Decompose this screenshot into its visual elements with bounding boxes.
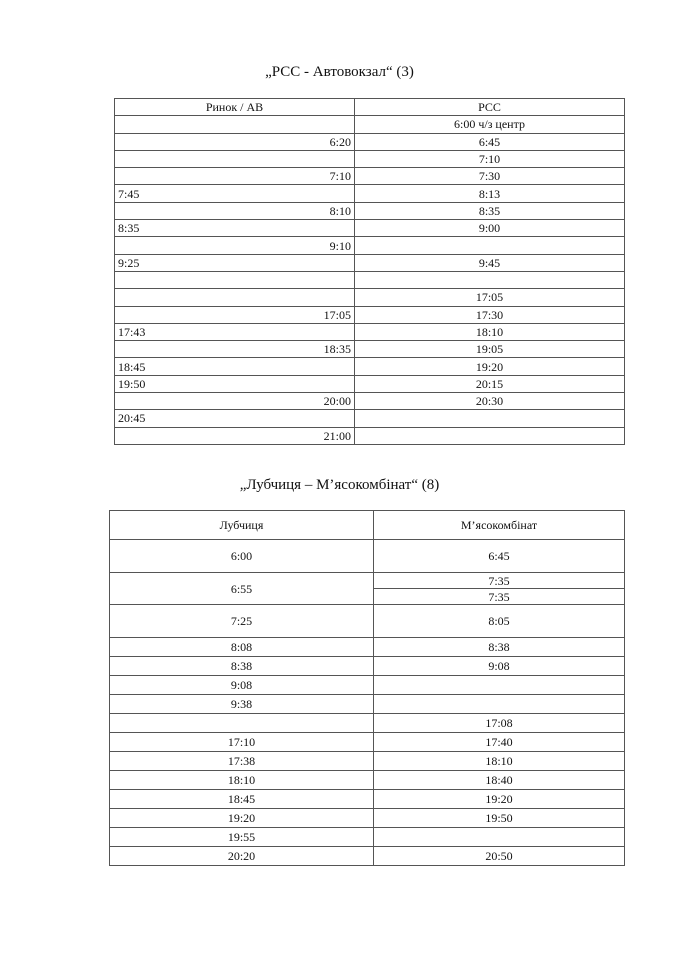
table-row — [115, 358, 625, 375]
departure-cell: 18:45 — [110, 790, 374, 809]
departure-cell: 8:35 — [115, 220, 355, 237]
departure-cell — [355, 237, 625, 254]
column-header-meat-plant: М’ясокомбінат — [374, 511, 625, 540]
table-row — [110, 573, 625, 589]
departure-cell: 19:20 — [355, 358, 625, 375]
departure-cell: 21:00 — [115, 427, 355, 444]
table-row — [110, 714, 625, 733]
departure-cell: 17:10 — [110, 733, 374, 752]
departure-cell: 17:40 — [374, 733, 625, 752]
departure-cell — [374, 695, 625, 714]
table-row — [110, 676, 625, 695]
departure-cell: 9:08 — [374, 657, 625, 676]
departure-cell: 7:10 — [115, 168, 355, 185]
departure-cell: 9:10 — [115, 237, 355, 254]
table-row — [110, 638, 625, 657]
table2-title: „Лубчиця – М’ясокомбінат“ (8) — [239, 477, 440, 493]
departure-cell: 9:38 — [110, 695, 374, 714]
departure-cell: 9:08 — [110, 676, 374, 695]
departure-cell: 20:20 — [110, 847, 374, 866]
departure-cell: 7:35 — [374, 573, 625, 589]
departure-cell: 18:35 — [115, 341, 355, 358]
departure-cell — [355, 427, 625, 444]
departure-cell: 18:10 — [110, 771, 374, 790]
departure-cell: 6:55 — [110, 573, 374, 605]
departure-cell: 6:00 ч/з центр — [355, 116, 625, 133]
table-row — [110, 847, 625, 866]
departure-cell: 17:08 — [374, 714, 625, 733]
departure-cell: 8:38 — [374, 638, 625, 657]
table-row — [115, 150, 625, 167]
departure-cell — [115, 271, 355, 288]
departure-cell — [374, 828, 625, 847]
departure-cell — [355, 271, 625, 288]
departure-cell: 9:45 — [355, 254, 625, 271]
table-row — [115, 271, 625, 288]
table-row — [115, 289, 625, 306]
departure-cell: 8:35 — [355, 202, 625, 219]
departure-cell: 19:50 — [374, 809, 625, 828]
table-row — [110, 733, 625, 752]
departure-cell: 6:00 — [110, 540, 374, 573]
table-row — [110, 540, 625, 573]
departure-cell: 8:38 — [110, 657, 374, 676]
departure-cell — [115, 116, 355, 133]
table-row — [110, 809, 625, 828]
departure-cell: 8:13 — [355, 185, 625, 202]
departure-cell: 7:35 — [374, 589, 625, 605]
table-row — [115, 254, 625, 271]
table-row — [115, 168, 625, 185]
column-header-rss: РСС — [355, 99, 625, 116]
departure-cell: 20:15 — [355, 375, 625, 392]
column-header-lubchytsia: Лубчиця — [110, 511, 374, 540]
departure-cell: 9:00 — [355, 220, 625, 237]
departure-cell: 6:20 — [115, 133, 355, 150]
departure-cell — [115, 289, 355, 306]
departure-cell: 20:45 — [115, 410, 355, 427]
table-row — [115, 323, 625, 340]
departure-cell: 19:20 — [374, 790, 625, 809]
departure-cell — [115, 150, 355, 167]
departure-cell: 19:20 — [110, 809, 374, 828]
departure-cell: 8:10 — [115, 202, 355, 219]
departure-cell: 7:25 — [110, 605, 374, 638]
departure-cell — [110, 714, 374, 733]
table-row — [110, 790, 625, 809]
table-row — [110, 828, 625, 847]
departure-cell: 17:38 — [110, 752, 374, 771]
departure-cell: 18:40 — [374, 771, 625, 790]
table-row — [115, 185, 625, 202]
schedule-table-route-3 — [114, 98, 625, 445]
departure-cell — [374, 676, 625, 695]
table-header-row — [110, 511, 625, 540]
departure-cell: 18:10 — [374, 752, 625, 771]
departure-cell: 7:30 — [355, 168, 625, 185]
departure-cell: 6:45 — [374, 540, 625, 573]
departure-cell: 18:10 — [355, 323, 625, 340]
table-row — [110, 771, 625, 790]
table-row — [115, 306, 625, 323]
table-row — [115, 341, 625, 358]
table-row — [115, 375, 625, 392]
table-row — [115, 393, 625, 410]
departure-cell: 17:30 — [355, 306, 625, 323]
departure-cell: 6:45 — [355, 133, 625, 150]
table-row — [115, 410, 625, 427]
schedule-table-route-8 — [109, 510, 625, 866]
table-row — [115, 202, 625, 219]
departure-cell: 17:43 — [115, 323, 355, 340]
table-row — [115, 237, 625, 254]
departure-cell: 18:45 — [115, 358, 355, 375]
departure-cell: 20:50 — [374, 847, 625, 866]
table1-title: „РСС - Автовокзал“ (3) — [265, 64, 414, 80]
departure-cell: 17:05 — [355, 289, 625, 306]
departure-cell: 7:45 — [115, 185, 355, 202]
table-row — [115, 116, 625, 133]
departure-cell: 8:08 — [110, 638, 374, 657]
table-row — [110, 752, 625, 771]
departure-cell: 17:05 — [115, 306, 355, 323]
table-row — [115, 133, 625, 150]
departure-cell — [355, 410, 625, 427]
departure-cell: 19:50 — [115, 375, 355, 392]
departure-cell: 9:25 — [115, 254, 355, 271]
departure-cell: 20:30 — [355, 393, 625, 410]
table-header-row — [115, 99, 625, 116]
table-row — [110, 605, 625, 638]
table-row — [110, 695, 625, 714]
departure-cell: 7:10 — [355, 150, 625, 167]
departure-cell: 8:05 — [374, 605, 625, 638]
table-row — [110, 657, 625, 676]
departure-cell: 19:05 — [355, 341, 625, 358]
departure-cell: 20:00 — [115, 393, 355, 410]
column-header-market-bus-station: Ринок / АВ — [115, 99, 355, 116]
departure-cell: 19:55 — [110, 828, 374, 847]
table-row — [115, 427, 625, 444]
table-row — [115, 220, 625, 237]
